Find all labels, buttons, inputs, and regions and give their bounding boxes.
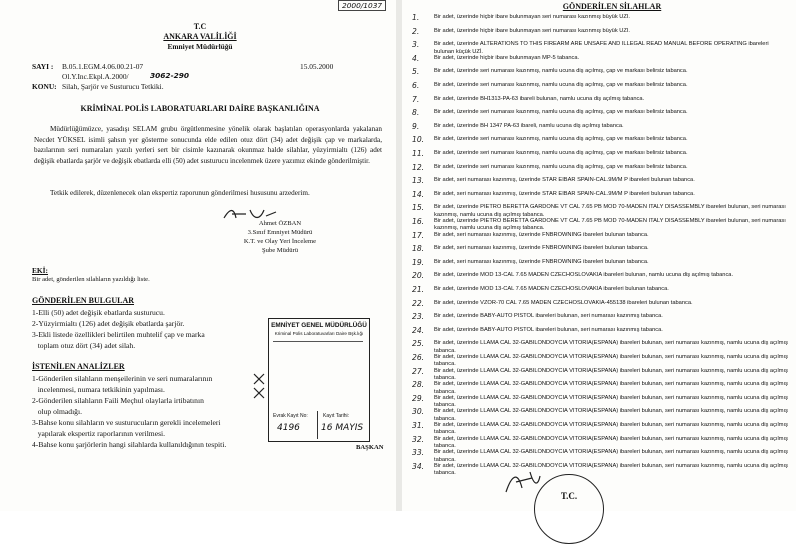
weapon-item-description: Bir adet, üzerinde seri numarası kazınmış, namlu ucuna diş açılmış, çap ve markası belirsiz tabanca. — [434, 109, 688, 116]
weapon-item-number: 24. — [412, 325, 425, 335]
weapon-item-description: Bir adet, üzerinde BH1313-PA-63 ibareli bulunan, namlu ucuna diş açılmış tabanca. — [434, 95, 645, 102]
ek-value: Bir adet, gönderilen silahların yazıldığı liste. — [32, 276, 150, 283]
weapon-item-description: Bir adet, üzerinde seri numarası kazınmış, namlu ucuna diş açılmış, çap ve markası belirsiz tabanca. — [434, 82, 688, 88]
finding-2: 2-Yüzyirmialtı (126) adet değişik ebatlarda şarjör. — [32, 319, 185, 328]
weapon-item-description: Bir adet, üzerinde hiçbir ibare bulunmayan seri numarası kazınmış büyük UZİ. — [434, 27, 630, 34]
weapon-item-number: 16. — [412, 217, 425, 226]
weapon-item-number: 21. — [412, 285, 425, 294]
requests-title: İSTENİLEN ANALİZLER — [32, 362, 125, 371]
weapon-list-item — [412, 463, 792, 479]
stamp-tarih-label: Kayıt Tarihi: — [323, 413, 350, 419]
weapon-item-description: Bir adet, üzerinde seri numarası kazınmış, namlu ucuna diş açılmış, çap ve markası belirsiz tabanca. — [434, 136, 688, 143]
seal-text: T.C. — [560, 491, 578, 501]
weapon-item-description: Bir adet, üzerinde LLAMA CAL 32-GABILONDOYCIA VITORIA(ESPANA) ibareleri bulunan, seri numarası kazınmış, namlu ucuna diş açılmış tabanca. — [434, 408, 788, 422]
weapon-item-number: 31. — [412, 421, 425, 430]
weapon-item-description: Bir adet, üzerinde BABY-AUTO PISTOL ibareleri bulunan, seri numarası kazınmış tabanca. — [434, 313, 663, 320]
weapon-item-number: 17. — [412, 230, 425, 240]
signer-title-1: 3.Sınıf Emniyet Müdürü — [247, 229, 313, 236]
weapon-item-number: 11. — [412, 149, 425, 158]
stamp-subtitle: Kriminal Polis Laboratuvarları Daire Bşk.lığı — [274, 331, 364, 336]
closing-paragraph: Tetkik edilerek, düzenlenecek olan ekspertiz raporunun gönderilmesi hususunu arzederim. — [50, 189, 310, 197]
weapons-list-title: GÖNDERİLEN SİLAHLAR — [562, 2, 662, 11]
right-document-page — [402, 0, 796, 511]
signer-title-2: K.T. ve Olay Yeri İnceleme — [243, 238, 317, 245]
right-signature-mark — [502, 468, 542, 498]
weapon-item-description: Bir adet, üzerinde PIETRO BERETTA GARDONE VT CAL 7.65 PB MOD 70-MADEN ITALY DISASSEMBLY ibareleri bulunan, seri numarası kazınmış, namlu ucuna diş açılmış tabanca. — [434, 204, 786, 218]
weapon-item-description: Bir adet, üzerinde seri numarası kazınmış, namlu ucuna diş açılmış, çap ve markası belirsiz tabanca. — [434, 68, 688, 75]
weapon-item-description: Bir adet, üzerinde BABY-AUTO PISTOL ibareleri bulunan, seri numarası kazınmış tabanca. — [434, 326, 663, 333]
weapon-item-number: 20. — [412, 271, 425, 281]
weapon-item-number: 28. — [412, 380, 425, 390]
request-1-cont: incelenmesi, numara tetkikinin yapılması. — [32, 385, 165, 394]
weapon-item-description: Bir adet, üzerinde LLAMA CAL 32-GABILONDOYCIA VITORIA(ESPANA) ibareleri bulunan, seri numarası kazınmış, namlu ucuna diş açılmış tabanca. — [434, 435, 788, 449]
weapon-item-description: Bir adet, üzerinde LLAMA CAL 32-GABILONDOYCIA VITORIA(ESPANA) ibareleri bulunan, seri numarası kazınmış, namlu ucuna diş açılmış tabanca. — [434, 422, 788, 436]
weapon-item-number: 1. — [412, 13, 420, 22]
weapon-item-number: 23. — [412, 312, 425, 322]
weapon-item-number: 5. — [412, 67, 420, 77]
weapon-item-number: 14. — [412, 189, 425, 199]
weapon-item-description: Bir adet, üzerinde LLAMA CAL 32-GABILONDOYCIA VITORIA(ESPANA) ibareleri bulunan, seri numarası kazınmış, namlu ucuna diş açılmış tabanca. — [434, 367, 788, 381]
weapon-item-number: 3. — [412, 40, 420, 50]
request-3-cont: yapılarak ekspertiz raporlarının verilmesi. — [32, 429, 166, 438]
left-document-page — [0, 0, 396, 511]
weapon-item-description: Bir adet, seri numarası kazınmış, üzerinde FNBROWNING ibareleri bulunan tabanca. — [434, 258, 649, 265]
sayi-label: SAYI : — [32, 62, 54, 71]
weapon-item-description: Bir adet, üzerinde ALTERATIONS TO THIS FIREARM ARE UNSAFE AND ILLEGAL READ MANUAL BEFORE OPERATING ibareleri bulunan küçük UZİ. — [434, 41, 769, 55]
weapon-item-description: Bir adet, üzerinde LLAMA CAL 32-GABILONDOYCIA VITORIA(ESPANA) ibareleri bulunan, seri numarası kazınmış, namlu ucuna diş açılmış tabanca. — [434, 449, 788, 463]
weapon-item-number: 6. — [412, 81, 420, 90]
request-2-cont: olup olmadığı. — [32, 407, 82, 416]
weapon-item-number: 4. — [412, 53, 420, 63]
weapon-item-description: Bir adet, seri numarası kazınmış, üzerinde STAR EIBAR SPAIN-CAL.9M/M P ibareleri bulunan tabanca. — [434, 190, 695, 197]
weapon-item-description: Bir adet, üzerinde hiçbir ibare bulunmayan seri numarası kazınmış büyük UZİ. — [434, 14, 630, 20]
weapon-item-description: Bir adet, üzerinde LLAMA CAL 32-GABILONDOYCIA VITORIA(ESPANA) ibareleri bulunan, seri numarası kazınmış, namlu ucuna diş açılmış tabanca. — [434, 394, 788, 409]
header-valilik: ANKARA VALİLİĞİ — [163, 32, 237, 41]
weapon-item-number: 8. — [412, 108, 420, 118]
stamp-date: 16 MAYIS — [321, 423, 364, 433]
signer-name: Ahmet ÖZBAN — [258, 220, 302, 227]
weapon-item-number: 30. — [412, 407, 425, 417]
weapon-item-number: 12. — [412, 162, 425, 172]
weapon-item-number: 26. — [412, 353, 425, 362]
weapon-item-number: 34. — [412, 461, 425, 471]
weapon-item-number: 9. — [412, 121, 420, 131]
konu-label: KONU: — [32, 82, 57, 91]
weapon-item-description: Bir adet, üzerinde LLAMA CAL 32-GABILONDOYCIA VITORIA(ESPANA) ibareleri bulunan, seri numarası kazınmış, namlu ucuna diş açılmış tabanca. — [434, 340, 788, 354]
konu-value: Silah, Şarjör ve Susturucu Tetkiki. — [62, 82, 164, 91]
weapon-item-description: Bir adet, üzerinde VZOR-70 CAL 7.65 MADEN CZECHOSLOVAKIA-455138 ibareleri bulunan tabanca. — [434, 299, 693, 306]
finding-1: 1-Elli (50) adet değişik ebatlarda susturucu. — [32, 308, 165, 317]
signer-title-3: Şube Müdürü — [261, 247, 299, 254]
document-date: 15.05.2000 — [300, 62, 334, 71]
weapon-item-description: Bir adet, üzerinde MOD 13-CAL 7.65 MADEN CZECHOSLOVAKIA ibareleri bulunan tabanca. — [434, 286, 669, 292]
weapon-item-description: Bir adet, üzerinde PIETRO BERETTA GARDONE VT CAL 7.65 PB MOD 70-MADEN ITALY DISASSEMBLY ibareleri bulunan, seri numarası kazınmış, namlu ucuna diş açılmış tabanca. — [434, 218, 786, 232]
stamp-evrak-no: 4196 — [277, 423, 300, 433]
stamp-body — [273, 341, 363, 412]
sayi-value: B.05.1.EGM.4.06.00.21-07 — [62, 62, 144, 71]
registry-stamp — [268, 318, 370, 442]
weapon-item-description: Bir adet, seri numarası kazınmış, üzerinde STAR EIBAR SPAIN-CAL.9M/M P ibareleri bulunan tabanca. — [434, 177, 695, 184]
finding-3: 3-Ekli listede özellikleri belirtilen muhtelif çap ve marka — [32, 330, 205, 339]
handwritten-reference: 3062-290 — [150, 71, 190, 80]
weapon-item-number: 18. — [412, 244, 425, 254]
request-2: 2-Gönderilen silahların Faili Meçhul olaylarla irtibatının — [32, 396, 204, 405]
weapon-item-number: 27. — [412, 366, 425, 376]
stamp-divider — [317, 411, 318, 439]
weapon-item-description: Bir adet, seri numarası kazınmış, üzerinde FNBROWNING ibareleri bulunan tabanca. — [434, 231, 649, 238]
weapon-item-number: 33. — [412, 448, 425, 458]
weapon-item-number: 2. — [412, 26, 420, 36]
margin-x-marks — [252, 372, 266, 400]
weapon-item-number: 10. — [412, 135, 425, 145]
weapon-item-description: Bir adet, üzerinde LLAMA CAL 32-GABILONDOYCIA VITORIA(ESPANA) ibareleri bulunan, seri numarası kazınmış, namlu ucuna diş açılmış tabanca. — [434, 354, 788, 368]
weapon-item-number: 7. — [412, 94, 420, 104]
weapon-item-number: 13. — [412, 176, 425, 186]
weapon-item-number: 25. — [412, 339, 425, 349]
findings-title: GÖNDERİLEN BULGULAR — [32, 296, 135, 305]
header-tc: T.C — [193, 22, 207, 31]
stamp-evrak-label: Evrak Kayıt No: — [273, 413, 308, 419]
request-3: 3-Bahse konu silahların ve susturucuların gerekli incelemeleri — [32, 418, 221, 427]
request-4: 4-Bahse konu şarjörlerin hangi silahlarda kullanıldığının tespiti. — [32, 440, 227, 449]
weapon-item-description: Bir adet, üzerinde hiçbir ibare bulunmayan MP-5 tabanca. — [434, 54, 580, 61]
stamp-note: BAŞKAN — [356, 444, 384, 451]
weapon-item-description: Bir adet, üzerinde LLAMA CAL 32-GABILONDOYCIA VITORIA(ESPANA) ibareleri bulunan, seri numarası kazınmış, namlu ucuna diş açılmış tabanca. — [434, 462, 788, 477]
request-1: 1-Gönderilen silahların menşeilerinin ve seri numaralarının — [32, 374, 213, 383]
weapon-item-number: 29. — [412, 393, 425, 403]
weapon-item-number: 19. — [412, 257, 425, 267]
header-mudurluk: Emniyet Müdürlüğü — [167, 42, 233, 51]
handwritten-file-number: 2000/1037 — [338, 0, 386, 11]
weapon-item-description: Bir adet, seri numarası kazınmış, üzerinde FNBROWNING ibareleri bulunan tabanca. — [434, 245, 649, 252]
official-seal — [534, 474, 604, 544]
weapon-item-number: 22. — [412, 298, 425, 308]
addressee: KRİMİNAL POLİS LABORATUARLARI DAİRE BAŞKANLIĞINA — [80, 104, 320, 113]
weapon-item-description: Bir adet, üzerinde seri numarası kazınmış, namlu ucuna diş açılmış, çap ve markası belirsiz tabanca. — [434, 150, 688, 156]
finding-3-cont: toplam otuz dört (34) adet silah. — [32, 341, 136, 350]
weapon-item-description: Bir adet, üzerinde seri numarası kazınmış, namlu ucuna diş açılmış, çap ve markası belirsiz tabanca. — [434, 163, 688, 170]
weapon-item-description: Bir adet, üzerinde BH 1347 PA-63 ibareli, namlu ucuna diş açılmış tabanca. — [434, 122, 624, 129]
weapon-item-number: 32. — [412, 434, 425, 444]
weapon-item-description: Bir adet, üzerinde LLAMA CAL 32-GABILONDOYCIA VITORIA(ESPANA) ibareleri bulunan, seri numarası kazınmış, namlu ucuna diş açılmış tabanca. — [434, 381, 788, 395]
weapon-item-description: Bir adet, üzerinde MOD 13-CAL 7.65 MADEN CZECHOSLOVAKIA ibareleri bulunan, namlu ucuna diş açılmış tabanca. — [434, 272, 734, 279]
body-paragraph: Müdürlüğümüzce, yasadışı SELAM grubu örgütlenmesine yönelik olarak başlatılan operasyonlarda yakalanan Necdet YÜKSEL isimli şahsın yer gösterme sonucunda elde edilen otuz dört (34) adet değişik çap ve markalarda, bazılarının seri numaraları yazılı yerleri sert bir cisimle kazınarak okunmaz halde silahlar, yüzyirmialtı (126) adet değişik ebatlarda şarjör ve değişik ebatlarda elli (50) adet susturucu incelenmek üzere yazımız ekinde gönderilmiştir. — [34, 125, 382, 165]
ek-label: EKİ: — [32, 266, 49, 275]
stamp-title: EMNİYET GENEL MÜDÜRLÜĞÜ — [271, 322, 367, 329]
ol-reference: Ol.Y.Inc.Ekpl.A.2000/ — [62, 72, 129, 81]
weapon-item-number: 15. — [412, 203, 425, 213]
